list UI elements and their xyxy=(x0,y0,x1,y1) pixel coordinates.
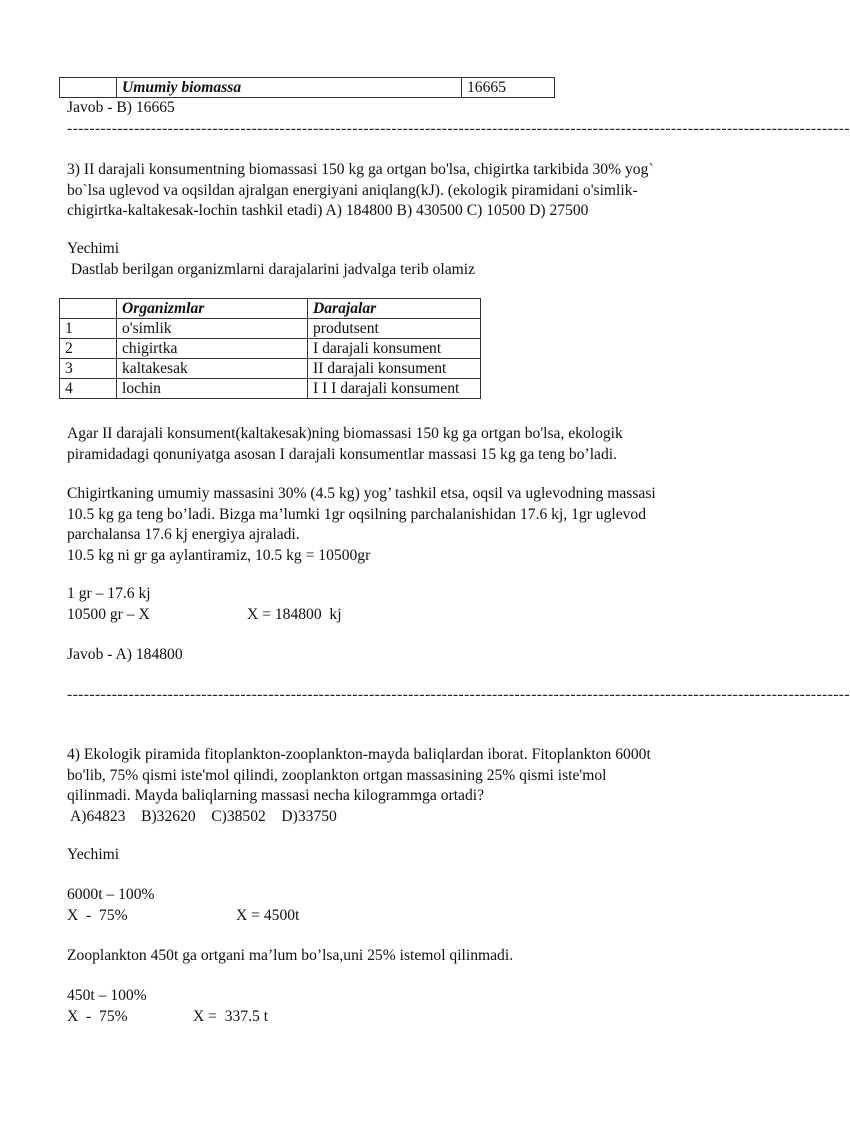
answer-options: A)64823 B)32620 C)38502 D)33750 xyxy=(67,807,337,825)
paragraph-line: 10.5 kg ga teng bo’ladi. Bizga ma’lumki 1gr oqsilning parchalanishidan 17.6 kj, 1gr uglevod xyxy=(67,505,647,523)
trophic-level: II darajali konsument xyxy=(308,359,481,379)
separator-line: -------------------------------------------------------------------------------------------------------------------------------------------- xyxy=(67,686,850,703)
calculation-result: X = 4500t xyxy=(236,907,300,924)
calculation-line: X - 75% xyxy=(67,907,128,924)
question-line: bo`lsa uglevod va oqsildan ajralgan energiyani aniqlang(kJ). (ekologik piramidani o'simlik- xyxy=(67,181,638,199)
solution-heading: Yechimi xyxy=(67,240,120,257)
column-header-number xyxy=(60,299,117,319)
calculation-line: 450t – 100% xyxy=(67,987,147,1004)
calculation-result: X = 337.5 t xyxy=(193,1008,269,1025)
paragraph-line: Chigirtkaning umumiy massasini 30% (4.5 kg) yog’ tashkil etsa, oqsil va uglevodning massasi xyxy=(67,485,656,502)
biomass-total-value: 16665 xyxy=(462,78,555,98)
question-line: 3) II darajali konsumentning biomassasi 150 kg ga ortgan bo'lsa, chigirtka tarkibida 30% yog` xyxy=(67,161,654,178)
calculation-result: X = 184800 kj xyxy=(247,606,342,623)
paragraph-line: Agar II darajali konsument(kaltakesak)ning biomassasi 150 kg ga ortgan bo'lsa, ekologik xyxy=(67,425,623,442)
row-number: 4 xyxy=(60,379,117,399)
organism-name: kaltakesak xyxy=(117,359,308,379)
table-row xyxy=(60,339,481,359)
solution-intro: Dastlab berilgan organizmlarni darajalarini jadvalga terib olamiz xyxy=(67,261,476,278)
biomass-total-table xyxy=(59,77,555,98)
row-number: 2 xyxy=(60,339,117,359)
solution-heading: Yechimi xyxy=(67,846,120,863)
biomass-total-label: Umumiy biomassa xyxy=(117,78,462,98)
row-number: 1 xyxy=(60,319,117,339)
organism-name: o'simlik xyxy=(117,319,308,339)
table-row xyxy=(60,359,481,379)
question-4-text xyxy=(67,745,651,827)
table-row xyxy=(60,78,555,98)
question-3-text xyxy=(67,160,654,222)
solution-paragraph: Zooplankton 450t ga ortgani ma’lum bo’lsa,uni 25% istemol qilinmadi. xyxy=(67,947,514,964)
question-line: bo'lib, 75% qismi iste'mol qilindi, zooplankton ortgan massasining 25% qismi iste'mol xyxy=(67,766,607,784)
question-line: chigirtka-kaltakesak-lochin tashkil etadi) A) 184800 B) 430500 C) 10500 D) 27500 xyxy=(67,202,589,219)
answer-line: Javob - A) 184800 xyxy=(67,646,183,663)
separator-line: -------------------------------------------------------------------------------------------------------------------------------------------- xyxy=(67,120,850,137)
calculation-line: 10500 gr – X xyxy=(67,606,150,623)
organism-name: chigirtka xyxy=(117,339,308,359)
organism-name: lochin xyxy=(117,379,308,399)
trophic-level: produtsent xyxy=(308,319,481,339)
calculation-line: 1 gr – 17.6 kj xyxy=(67,585,151,602)
row-number: 3 xyxy=(60,359,117,379)
table-row xyxy=(60,379,481,399)
organisms-table xyxy=(59,298,481,399)
paragraph-line: 10.5 kg ni gr ga aylantiramiz, 10.5 kg = 10500gr xyxy=(67,546,371,564)
previous-answer: Javob - B) 16665 xyxy=(67,99,175,116)
calculation-line: 6000t – 100% xyxy=(67,886,155,903)
table-row xyxy=(60,319,481,339)
question-line: 4) Ekologik piramida fitoplankton-zooplankton-mayda baliqlardan iborat. Fitoplankton 6000t xyxy=(67,746,651,763)
paragraph-line: piramidadagi qonuniyatga asosan I darajali konsumentlar massasi 15 kg ga teng bo’ladi. xyxy=(67,445,617,463)
trophic-level: I I I darajali konsument xyxy=(308,379,481,399)
table-header-row xyxy=(60,299,481,319)
question-line: qilinmadi. Mayda baliqlarning massasi necha kilogrammga ortadi? xyxy=(67,787,485,804)
table-cell-empty xyxy=(60,78,117,98)
solution-paragraph-2 xyxy=(67,484,656,566)
paragraph-line: parchalansa 17.6 kj energiya ajraladi. xyxy=(67,526,300,543)
solution-paragraph-1 xyxy=(67,424,623,465)
calculation-line: X - 75% xyxy=(67,1008,128,1025)
trophic-level: I darajali konsument xyxy=(308,339,481,359)
column-header-organisms: Organizmlar xyxy=(117,299,308,319)
column-header-levels: Darajalar xyxy=(308,299,481,319)
